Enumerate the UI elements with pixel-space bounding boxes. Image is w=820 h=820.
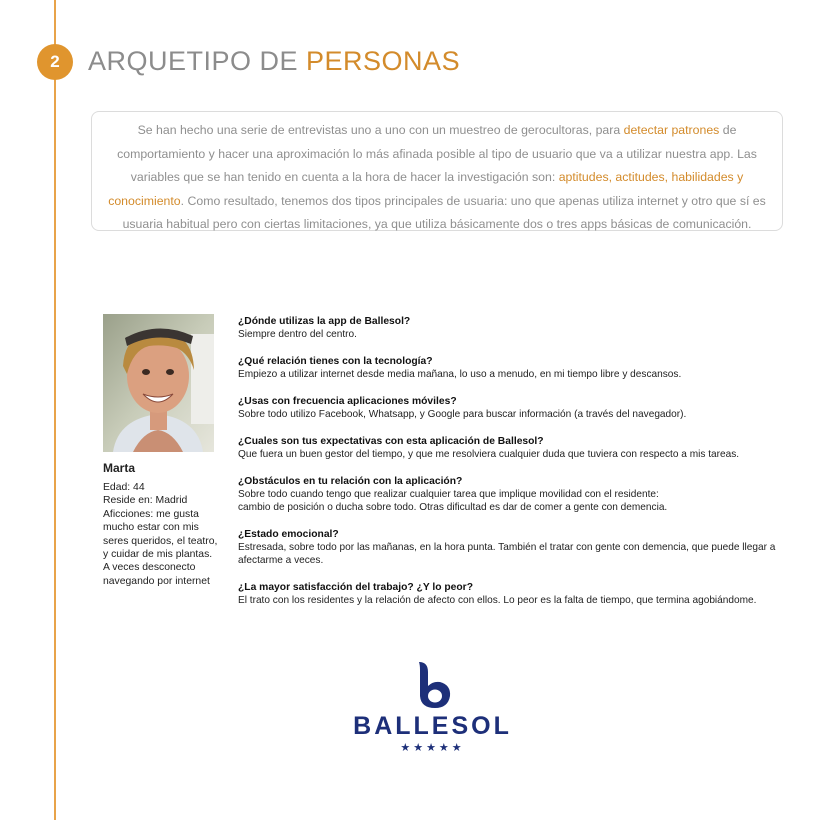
persona-age: Edad: 44	[103, 482, 145, 493]
persona-hobbies-line: Aficciones: me gusta	[103, 508, 199, 520]
answer: Que fuera un buen gestor del tiempo, y que me resolviera cualquier duda que tuviera con respecto a mis tareas.	[238, 448, 740, 460]
qa-item	[238, 395, 794, 421]
intro-highlight-2: aptitudes, actitudes, habilidades y conocimiento	[108, 170, 744, 208]
answer: Sobre todo utilizo Facebook, Whatsapp, y Google para buscar información (a través del navegador).	[238, 408, 687, 420]
logo-wordmark: BALLESOL	[353, 712, 512, 740]
page-title	[88, 46, 460, 77]
answer: Sobre todo cuando tengo que realizar cualquier tarea que implique movilidad con el residente:	[238, 488, 659, 500]
persona-hobbies-line: navegando por internet	[103, 575, 210, 587]
ballesol-logo	[345, 660, 520, 760]
intro-text-2: de comportamiento y hacer una aproximación lo más afinada posible al tipo de usuario que va a utilizar nuestra app. Las variables que se han tenido en cuenta a la hora de hacer la investigación son:	[117, 123, 757, 184]
qa-item	[238, 475, 794, 515]
interview-qa-list	[238, 315, 794, 621]
answer: Siempre dentro del centro.	[238, 329, 357, 340]
ballesol-b-mark-icon	[413, 660, 453, 710]
persona-name: Marta	[103, 461, 136, 475]
persona-photo	[103, 314, 214, 452]
answer: Estresada, sobre todo por las mañanas, en la hora punta. También el tratar con gente con demencia, que puede llegar a	[238, 541, 776, 553]
qa-item	[238, 315, 794, 341]
persona-hobbies-line: A veces desconecto	[103, 562, 196, 574]
question: ¿La mayor satisfacción del trabajo? ¿Y lo peor?	[238, 581, 473, 593]
intro-box	[91, 111, 783, 231]
qa-item	[238, 435, 794, 461]
title-accent: PERSONAS	[306, 46, 461, 76]
qa-item	[238, 528, 794, 568]
logo-stars: ★★★★★	[400, 742, 465, 754]
intro-text-1: Se han hecho una serie de entrevistas uno a uno con un muestreo de gerocultoras, para	[137, 123, 624, 137]
persona-residence: Reside en: Madrid	[103, 495, 188, 507]
question: ¿Estado emocional?	[238, 528, 339, 540]
persona-hobbies-line: mucho estar con mis	[103, 522, 199, 534]
question: ¿Qué relación tienes con la tecnología?	[238, 355, 433, 367]
section-number-badge: 2	[37, 44, 73, 80]
answer: El trato con los residentes y la relación de afecto con ellos. Lo peor es la falta de tiempo, que termina agobiándome.	[238, 594, 757, 606]
answer: afectarme a veces.	[238, 555, 324, 567]
qa-item	[238, 355, 794, 381]
question: ¿Usas con frecuencia aplicaciones móviles?	[238, 395, 457, 407]
persona-hobbies-line: y cuidar de mis plantas.	[103, 549, 213, 561]
qa-item	[238, 581, 794, 607]
persona-hobbies-line: seres queridos, el teatro,	[103, 535, 218, 547]
orange-vertical-rule	[54, 0, 56, 820]
answer: cambio de posición o ducha sobre todo. Otras dificultad es dar de comer a gente con demencia.	[238, 501, 668, 513]
question: ¿Obstáculos en tu relación con la aplicación?	[238, 475, 463, 487]
persona-portrait-illustration	[103, 314, 214, 452]
persona-details	[103, 481, 219, 588]
question: ¿Dónde utilizas la app de Ballesol?	[238, 316, 411, 327]
intro-highlight-1: detectar patrones	[623, 123, 720, 137]
answer: Empiezo a utilizar internet desde media mañana, lo uso a menudo, en mi tiempo libre y descansos.	[238, 368, 682, 380]
intro-text-3: . Como resultado, tenemos dos tipos principales de usuaria: uno que apenas utiliza internet y otro que sí es usuaria habitual pero con ciertas limitaciones, ya que utiliza básicamente dos o tres apps básicas de comunicación.	[122, 193, 766, 231]
question: ¿Cuales son tus expectativas con esta aplicación de Ballesol?	[238, 435, 544, 447]
title-plain: ARQUETIPO DE	[88, 46, 307, 76]
